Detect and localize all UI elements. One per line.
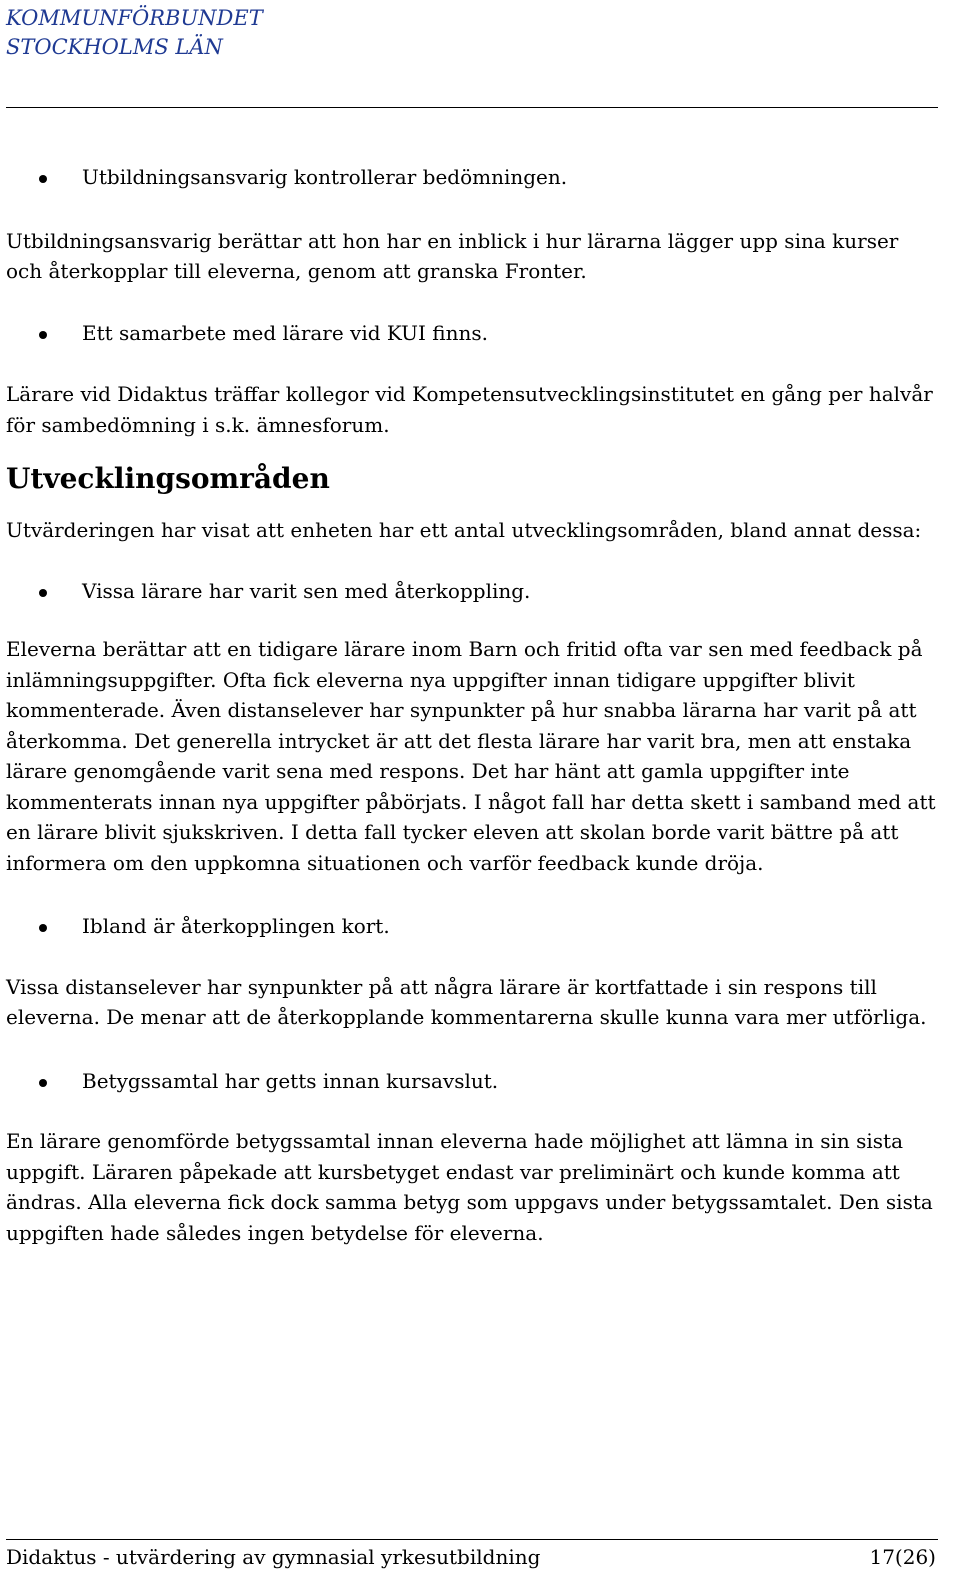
paragraph: Lärare vid Didaktus träffar kollegor vid Kompetensutvecklingsinstitutet en gång per halvår för sambedömning i s.k. ämnesforum. [6,382,933,437]
bullet-text: Ett samarbete med lärare vid KUI finns. [82,320,488,345]
bullet-text: Ibland är återkopplingen kort. [82,914,390,938]
bullet-item [6,162,936,193]
bullet-text: Vissa lärare har varit sen med återkoppling. [82,578,531,603]
header-org-line1: KOMMUNFÖRBUNDET [6,6,263,30]
bullet-icon [39,924,47,932]
bullet-item [6,576,936,607]
bullet-item [6,911,936,942]
paragraph: Utvärderingen har visat att enheten har ett antal utvecklingsområden, bland annat dessa: [6,518,922,542]
bullet-text: Betygssamtal har getts innan kursavslut. [82,1068,499,1093]
footer-title: Didaktus - utvärdering av gymnasial yrkesutbildning [6,1545,541,1569]
bullet-icon [39,1079,47,1087]
page-number: 17(26) [869,1545,936,1569]
paragraph: Vissa distanselever har synpunkter på att några lärare är kortfattade i sin respons till eleverna. De menar att de återkopplande kommentarerna skulle kunna vara mer utförliga. [6,974,927,1029]
page-header [6,4,263,62]
header-org-line2: STOCKHOLMS LÄN [6,35,223,59]
bullet-icon [39,331,47,339]
page-content [6,162,936,1248]
page-footer [6,1543,936,1571]
footer-divider [6,1539,938,1540]
bullet-text: Utbildningsansvarig kontrollerar bedömningen. [82,165,568,189]
bullet-icon [39,589,47,597]
paragraph: Eleverna berättar att en tidigare lärare inom Barn och fritid ofta var sen med feedback på inlämningsuppgifter. Ofta fick eleverna nya uppgifter innan tidigare uppgifter blivit kommenterade. Även distanselever har synpunkter på hur snabba lärarna har varit på att återkomma. Det generella intrycket är att det flesta lärare har varit bra, men att enstaka lärare genomgående varit sena med respons. Det har hänt att gamla uppgifter inte kommenterats innan nya uppgifter påbörjats. I något fall har detta skett i samband med att en lärare blivit sjukskriven. I detta fall tycker eleven att skolan borde varit bättre på att informera om den uppkomna situationen och varför feedback kunde dröja. [6,637,936,875]
paragraph: Utbildningsansvarig berättar att hon har en inblick i hur lärarna lägger upp sina kurser och återkopplar till eleverna, genom att granska Fronter. [6,228,899,283]
paragraph: En lärare genomförde betygssamtal innan eleverna hade möjlighet att lämna in sin sista uppgift. Läraren påpekade att kursbetyget endast var preliminärt och kunde komma att ändras. Alla eleverna fick dock samma betyg som uppgavs under betygssamtalet. Den sista uppgiften hade således ingen betydelse för eleverna. [6,1129,933,1245]
bullet-icon [39,175,47,183]
bullet-item [6,318,936,349]
header-divider [6,107,938,108]
bullet-item [6,1066,936,1097]
section-heading: Utvecklingsområden [6,462,330,495]
